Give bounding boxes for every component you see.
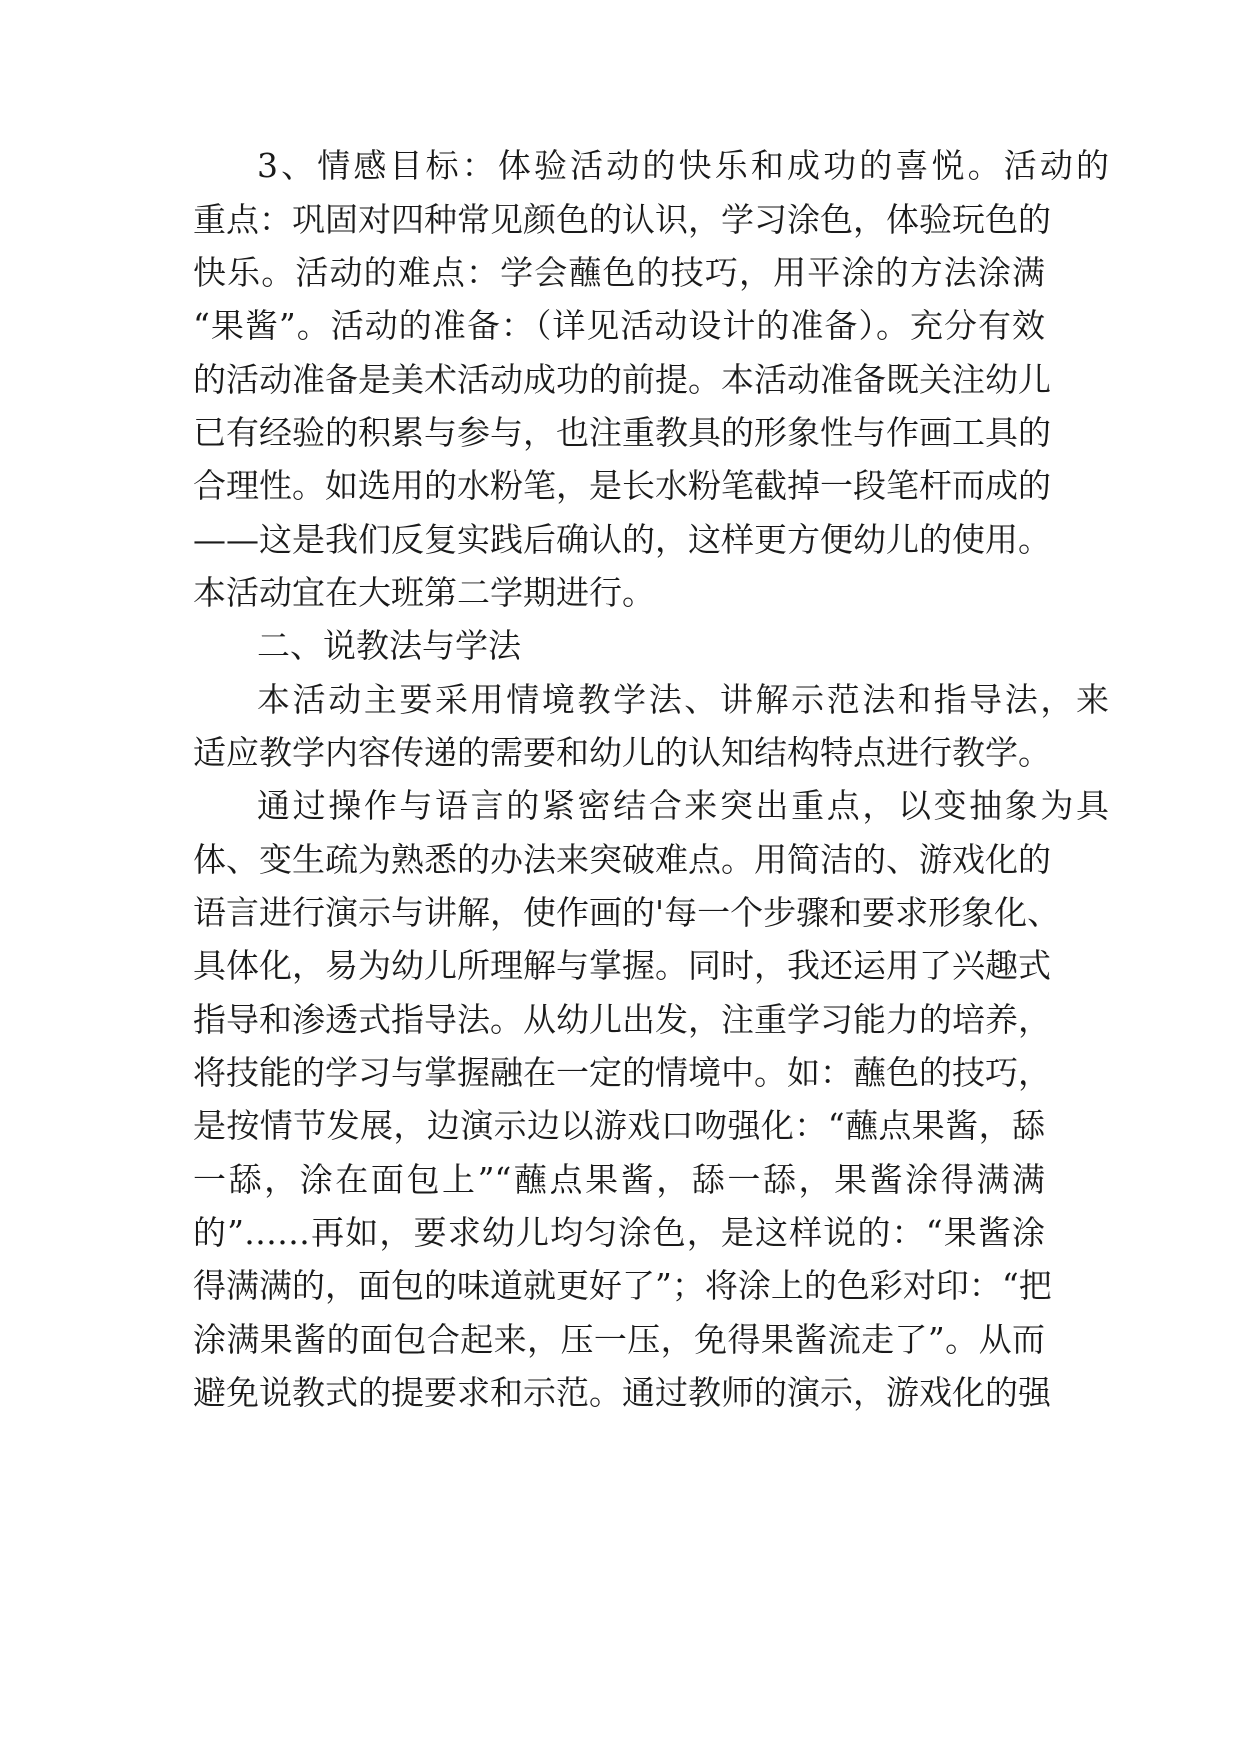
paragraph-line: 本活动主要采用情境教学法、讲解示范法和指导法，来 [257, 680, 1109, 719]
section-heading: 二、说教法与学法 [257, 626, 521, 665]
paragraph-line: 快乐。活动的难点：学会蘸色的技巧，用平涂的方法涂满 [193, 253, 1045, 292]
paragraph-line: 是按情节发展，边演示边以游戏口吻强化：“蘸点果酱，舔 [193, 1106, 1045, 1145]
paragraph-line: 的活动准备是美术活动成功的前提。本活动准备既关注幼儿 [193, 360, 1051, 399]
paragraph-line: 语言进行演示与讲解，使作画的'每一个步骤和要求形象化、 [193, 893, 1061, 932]
paragraph-line: 指导和渗透式指导法。从幼儿出发，注重学习能力的培养， [193, 1000, 1051, 1039]
paragraph-line: 得满满的，面包的味道就更好了”；将涂上的色彩对印：“把 [193, 1266, 1052, 1305]
paragraph-line: 已有经验的积累与参与，也注重教具的形象性与作画工具的 [193, 413, 1051, 452]
paragraph-line: 具体化，易为幼儿所理解与掌握。同时，我还运用了兴趣式 [193, 946, 1051, 985]
paragraph-line: 体、变生疏为熟悉的办法来突破难点。用简洁的、游戏化的 [193, 840, 1051, 879]
paragraph-line: 的”……再如，要求幼儿均匀涂色，是这样说的：“果酱涂 [193, 1213, 1045, 1252]
paragraph-line: 一舔，涂在面包上”“蘸点果酱，舔一舔，果酱涂得满满 [193, 1160, 1045, 1199]
paragraph-line: 将技能的学习与掌握融在一定的情境中。如：蘸色的技巧， [193, 1053, 1051, 1092]
paragraph-line: 适应教学内容传递的需要和幼儿的认知结构特点进行教学。 [193, 733, 1051, 772]
paragraph-line: 合理性。如选用的水粉笔，是长水粉笔截掉一段笔杆而成的 [193, 466, 1051, 505]
paragraph-line: 避免说教式的提要求和示范。通过教师的演示，游戏化的强 [193, 1373, 1051, 1412]
paragraph-line: 重点：巩固对四种常见颜色的认识，学习涂色，体验玩色的 [193, 200, 1051, 239]
paragraph-line: 3、情感目标：体验活动的快乐和成功的喜悦。活动的 [257, 146, 1109, 185]
paragraph-line: 本活动宜在大班第二学期进行。 [193, 573, 655, 612]
paragraph-line: 通过操作与语言的紧密结合来突出重点，以变抽象为具 [257, 786, 1109, 825]
paragraph-line: “果酱”。活动的准备：（详见活动设计的准备）。充分有效 [193, 306, 1045, 345]
paragraph-line: 涂满果酱的面包合起来，压一压，免得果酱流走了”。从而 [193, 1320, 1045, 1359]
paragraph-line: ——这是我们反复实践后确认的，这样更方便幼儿的使用。 [193, 520, 1051, 559]
